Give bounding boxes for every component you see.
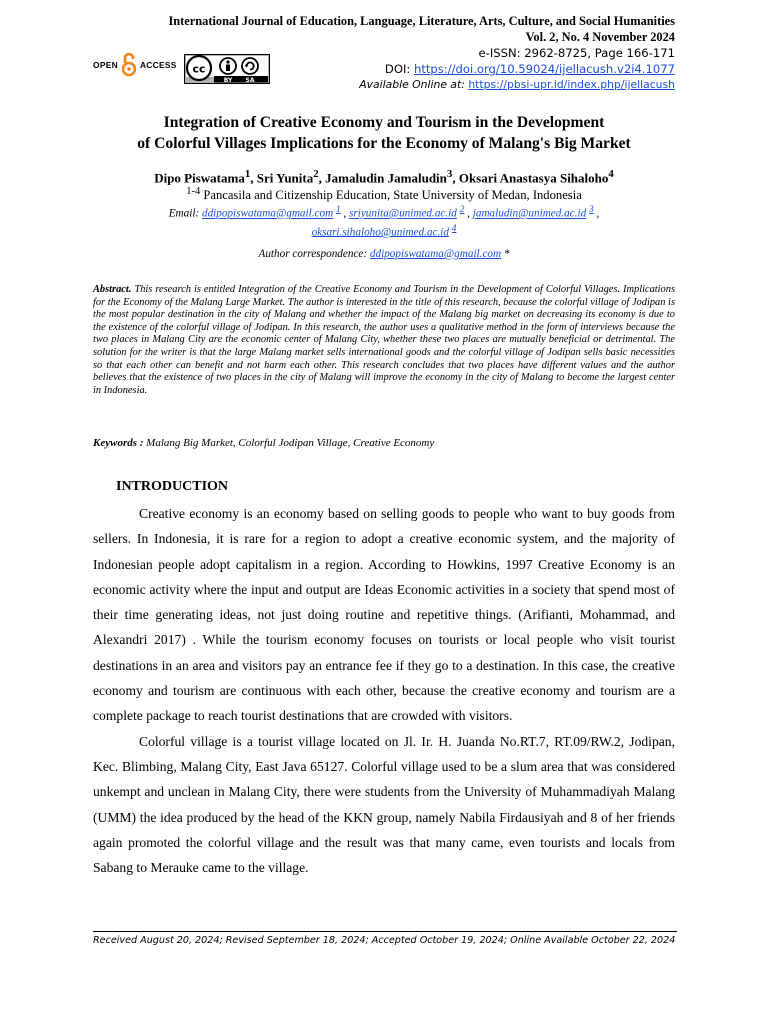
abstract-text: This research is entitled Integration of the Creative Economy and Tourism in the Development of Colorful Villages. Implications for the Economy of the Malang Large Market. The author is interested in the title of this research, because the colorful village of Jodipan is the most popular destination in the city of Malang and whether the impact of the Malang big market on decreasing its economy is due to the existence of the colorful village of Jodipan. In this research, the author uses a qualitative method in the form of interviews because the two places in Malang City are the economic center of Malang City, whether these two places are mutually beneficial or detrimental. The solution for the writer is that the large Malang market sells international goods and the colorful village of Jodipan sells basic necessities so that each other can benefit and not harm each other. This research concludes that two places have different values and the author believes that the existence of two places in the city of Malang will improve the economy in the city of Malang to become the largest center in Indonesia.	[93, 284, 675, 396]
email-sup: 4	[451, 223, 457, 234]
cc-icon-text: cc	[192, 62, 206, 76]
open-access-logo	[93, 52, 177, 78]
author-name: Oksari Anastasya Sihaloho	[458, 170, 609, 186]
author-sup: 1	[244, 168, 251, 180]
abstract	[93, 284, 675, 397]
author-name: Sri Yunita	[256, 170, 314, 186]
email-link[interactable]: ddipopiswatama@gmail.com	[201, 207, 334, 220]
online-line	[300, 78, 675, 91]
cc-by-text: BY	[223, 77, 233, 84]
author-correspondence	[60, 248, 708, 260]
section-heading-introduction: INTRODUCTION	[116, 479, 229, 494]
affiliation	[60, 186, 708, 203]
author-sup: 4	[608, 168, 614, 180]
cc-sa-text: SA	[245, 77, 255, 84]
keywords-sep: :	[137, 437, 147, 449]
online-label: Available Online at:	[359, 78, 469, 91]
keywords-label: Keywords	[93, 437, 137, 449]
doi-link[interactable]: https://doi.org/10.59024/ijellacush.v2i4.1077	[413, 62, 675, 76]
author-name: Jamaludin Jamaludin	[325, 170, 447, 186]
email-link[interactable]: jamaludin@unimed.ac.id	[472, 207, 587, 220]
corr-label: Author correspondence:	[258, 248, 370, 260]
email-sup: 3	[589, 205, 594, 215]
title-line-2: of Colorful Villages Implications for the Economy of Malang's Big Market	[137, 135, 631, 152]
online-link[interactable]: https://pbsi-upr.id/index.php/ijellacush	[468, 78, 675, 91]
cc-license-badge	[184, 54, 270, 89]
by-person-icon	[220, 58, 236, 74]
title-line-1: Integration of Creative Economy and Tourism in the Development	[163, 114, 605, 131]
volume-info: Vol. 2, No. 4 November 2024	[525, 30, 675, 44]
corr-email-link[interactable]: ddipopiswatama@gmail.com	[369, 248, 502, 260]
email-label: Email:	[168, 207, 202, 220]
footer-divider	[93, 931, 677, 932]
journal-name: International Journal of Education, Language, Literature, Arts, Culture, and Social Humanities	[168, 14, 675, 28]
received-dates: Received August 20, 2024; Revised September 18, 2024; Accepted October 19, 2024; Online Available October 22, 2024	[93, 935, 676, 946]
email-block: Email: ddipopiswatama@gmail.com $^1$ , sriyunita@unimed.ac.id $^2$ , jamaludin@unimed.ac.id $^3$ , oksari.sihaloho@unimed.ac.id $^4$	[168, 205, 600, 239]
email-sup: 1	[335, 205, 341, 215]
affiliation-text: Pancasila and Citizenship Education, State University of Medan, Indonesia	[203, 188, 582, 203]
paragraph: Colorful village is a tourist village located on Jl. Ir. H. Juanda No.RT.7, RT.09/RW.2, Jodipan, Kec. Blimbing, Malang City, East Java 65127. Colorful village used to be a slum area that was considered unkempt and unclean in Malang City, there were students from the University of Muhammadiyah Malang (UMM) the idea produced by the head of the KKN group, namely Nabila Firdausiyah and 8 of her friends again promoted the colorful village and the result was that many came, even tourists and locals from Sabang to Merauke came to the village.	[93, 733, 675, 876]
email-sup: 2	[459, 205, 465, 215]
open-lock-icon	[122, 52, 136, 78]
paragraph: Creative economy is an economy based on selling goods to people who want to buy goods from sellers. In Indonesia, it is rare for a region to adopt a creative economic system, and the majority of Indonesian people adopt capitalism in a region. According to Howkins, 1997 Creative Economy is an economic activity where the input and output are Ideas Economic activities in a society that spend most of their time generating ideas, not just doing routine and repetitive things. (Arifianti, Mohammad, and Alexandri 2017) . While the tourism economy focuses on tourists or local people who visit tourist destinations in an area and visitors pay an entrance fee if they go to a destination. In this case, the creative economy and tourism are continuous with each other, because the creative economy and tourism are a complete package to reach tourist destinations that are crowded with visitors.	[93, 506, 675, 724]
body-text	[93, 501, 675, 880]
email-link[interactable]: oksari.sihaloho@unimed.ac.id	[311, 226, 449, 239]
author-sup: 2	[313, 168, 319, 180]
author-name: Dipo Piswatama	[154, 170, 245, 186]
open-access-left-text: OPEN	[93, 60, 118, 70]
doi-line	[300, 62, 675, 76]
open-access-right-text: ACCESS	[139, 60, 177, 70]
author-list: Dipo Piswatama$^1$, Sri Yunita$^2$, Jamaludin Jamaludin$^3$, Oksari Anastasya Sihaloho$^4$	[154, 168, 614, 186]
doi-label: DOI:	[384, 62, 414, 76]
cc-icon	[187, 56, 211, 80]
keywords-text: Malang Big Market, Colorful Jodipan Village, Creative Economy	[146, 437, 435, 449]
sa-share-icon	[242, 58, 258, 74]
abstract-label: Abstract.	[93, 284, 132, 295]
paper-title	[60, 112, 708, 154]
email-link[interactable]: sriyunita@unimed.ac.id	[349, 207, 457, 220]
author-sup: 3	[446, 168, 453, 180]
issn-info: e-ISSN: 2962-8725, Page 166-171	[478, 46, 675, 60]
keywords	[93, 437, 675, 449]
corr-mark: *	[501, 248, 510, 260]
affiliation-sup: 1-4	[186, 186, 201, 197]
